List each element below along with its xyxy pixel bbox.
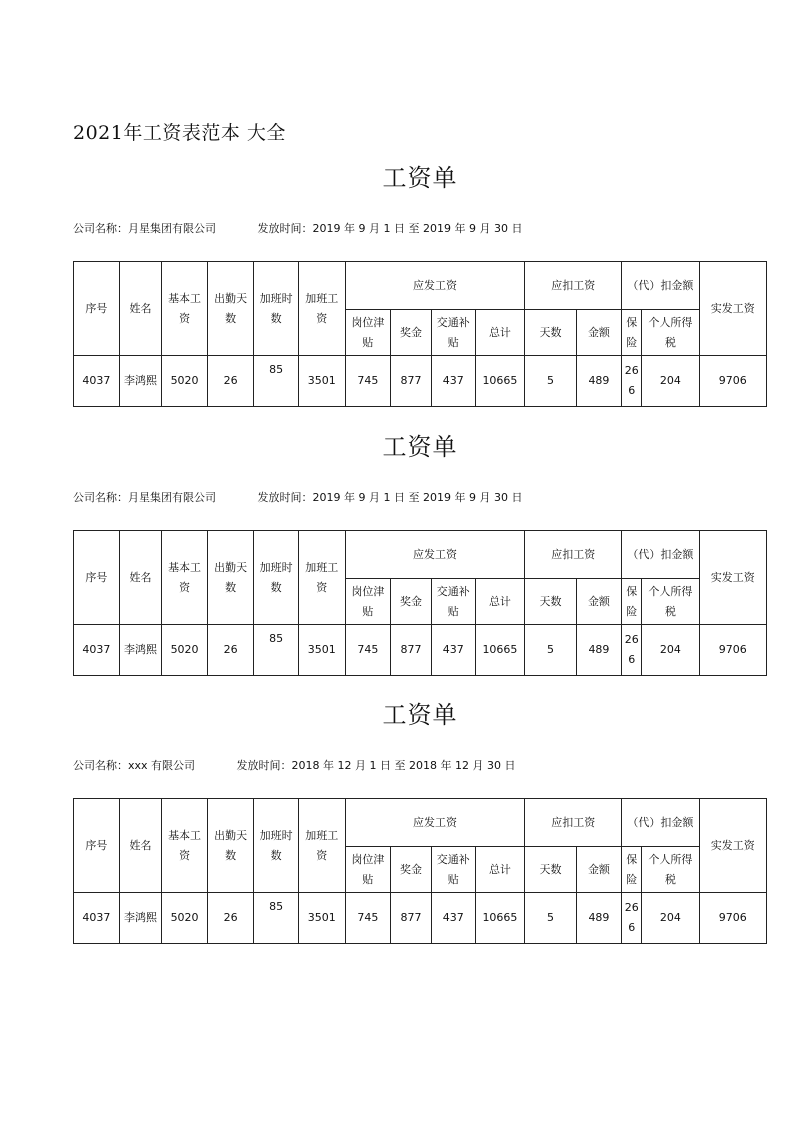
header-post-allowance: 岗位津贴 bbox=[345, 310, 391, 356]
cell-days: 5 bbox=[525, 625, 576, 676]
header-withheld-group: （代）扣金额 bbox=[622, 262, 699, 310]
cell-bonus: 877 bbox=[391, 356, 432, 407]
cell-base: 5020 bbox=[162, 893, 208, 944]
header-days: 天数 bbox=[525, 847, 576, 893]
payslip-section bbox=[73, 158, 767, 397]
cell-total: 10665 bbox=[475, 893, 525, 944]
header-seq: 序号 bbox=[74, 531, 120, 625]
cell-transport: 437 bbox=[431, 356, 475, 407]
header-row bbox=[74, 262, 767, 310]
cell-base: 5020 bbox=[162, 625, 208, 676]
cell-days: 5 bbox=[525, 893, 576, 944]
period-label: 发放时间： bbox=[257, 491, 313, 504]
cell-net: 9706 bbox=[699, 625, 766, 676]
header-overtime-hours: 加班时数 bbox=[254, 262, 298, 356]
header-bonus: 奖金 bbox=[391, 579, 432, 625]
cell-name: 李鸿熙 bbox=[119, 625, 161, 676]
header-net: 实发工资 bbox=[699, 531, 766, 625]
cell-attendance: 26 bbox=[207, 893, 253, 944]
header-bonus: 奖金 bbox=[391, 847, 432, 893]
header-seq: 序号 bbox=[74, 262, 120, 356]
header-deduct-group: 应扣工资 bbox=[525, 262, 622, 310]
cell-days: 5 bbox=[525, 356, 576, 407]
cell-income-tax: 204 bbox=[642, 356, 699, 407]
company-name: 月星集团有限公司 bbox=[128, 222, 216, 235]
cell-bonus: 877 bbox=[391, 625, 432, 676]
payslip-title: 工资单 bbox=[382, 164, 458, 192]
cell-overtime-pay: 3501 bbox=[298, 625, 345, 676]
header-total: 总计 bbox=[475, 310, 525, 356]
header-overtime-pay: 加班工资 bbox=[298, 531, 345, 625]
table-row bbox=[74, 893, 767, 944]
header-transport: 交通补贴 bbox=[431, 310, 475, 356]
cell-post-allowance: 745 bbox=[345, 356, 391, 407]
header-overtime-pay: 加班工资 bbox=[298, 799, 345, 893]
payslip-meta bbox=[73, 757, 515, 773]
header-base: 基本工资 bbox=[162, 799, 208, 893]
cell-post-allowance: 745 bbox=[345, 893, 391, 944]
header-deduct-group: 应扣工资 bbox=[525, 799, 622, 847]
cell-name: 李鸿熙 bbox=[119, 356, 161, 407]
header-name: 姓名 bbox=[119, 799, 161, 893]
header-transport: 交通补贴 bbox=[431, 579, 475, 625]
company-label: 公司名称： bbox=[73, 759, 128, 772]
header-base: 基本工资 bbox=[162, 531, 208, 625]
header-income-tax: 个人所得税 bbox=[642, 310, 699, 356]
header-payable-group: 应发工资 bbox=[345, 799, 525, 847]
cell-total: 10665 bbox=[475, 625, 525, 676]
cell-overtime-hours: 85 bbox=[254, 625, 298, 676]
header-days: 天数 bbox=[525, 310, 576, 356]
header-payable-group: 应发工资 bbox=[345, 531, 525, 579]
payslip-title: 工资单 bbox=[382, 701, 458, 729]
header-base: 基本工资 bbox=[162, 262, 208, 356]
header-withheld-group: （代）扣金额 bbox=[622, 531, 699, 579]
header-row bbox=[74, 799, 767, 847]
header-deduct-group: 应扣工资 bbox=[525, 531, 622, 579]
payslip-section bbox=[73, 695, 767, 934]
header-name: 姓名 bbox=[119, 262, 161, 356]
cell-net: 9706 bbox=[699, 356, 766, 407]
page-title: 2021年工资表范本 大全 bbox=[73, 122, 286, 144]
payslip-title: 工资单 bbox=[382, 433, 458, 461]
header-overtime-hours: 加班时数 bbox=[254, 531, 298, 625]
period-label: 发放时间： bbox=[257, 222, 313, 235]
cell-attendance: 26 bbox=[207, 356, 253, 407]
header-overtime-pay: 加班工资 bbox=[298, 262, 345, 356]
table-row bbox=[74, 356, 767, 407]
header-attendance: 出勤天数 bbox=[207, 262, 253, 356]
header-insurance: 保险 bbox=[622, 847, 642, 893]
wage-table bbox=[73, 798, 767, 944]
payslip-meta bbox=[73, 220, 522, 236]
cell-overtime-pay: 3501 bbox=[298, 356, 345, 407]
cell-insurance: 266 bbox=[622, 625, 642, 676]
header-net: 实发工资 bbox=[699, 262, 766, 356]
company-name: 月星集团有限公司 bbox=[128, 491, 216, 504]
header-total: 总计 bbox=[475, 847, 525, 893]
cell-income-tax: 204 bbox=[642, 893, 699, 944]
header-payable-group: 应发工资 bbox=[345, 262, 525, 310]
cell-post-allowance: 745 bbox=[345, 625, 391, 676]
header-days: 天数 bbox=[525, 579, 576, 625]
header-overtime-hours: 加班时数 bbox=[254, 799, 298, 893]
header-row bbox=[74, 531, 767, 579]
cell-seq: 4037 bbox=[74, 893, 120, 944]
header-withheld-group: （代）扣金额 bbox=[622, 799, 699, 847]
header-attendance: 出勤天数 bbox=[207, 799, 253, 893]
header-post-allowance: 岗位津贴 bbox=[345, 847, 391, 893]
header-income-tax: 个人所得税 bbox=[642, 847, 699, 893]
table-row bbox=[74, 625, 767, 676]
cell-amount: 489 bbox=[576, 356, 622, 407]
payslip-meta bbox=[73, 489, 522, 505]
cell-seq: 4037 bbox=[74, 625, 120, 676]
header-bonus: 奖金 bbox=[391, 310, 432, 356]
header-seq: 序号 bbox=[74, 799, 120, 893]
header-total: 总计 bbox=[475, 579, 525, 625]
cell-seq: 4037 bbox=[74, 356, 120, 407]
cell-name: 李鸿熙 bbox=[119, 893, 161, 944]
header-amount: 金额 bbox=[576, 847, 622, 893]
cell-transport: 437 bbox=[431, 625, 475, 676]
cell-net: 9706 bbox=[699, 893, 766, 944]
header-insurance: 保险 bbox=[622, 310, 642, 356]
cell-transport: 437 bbox=[431, 893, 475, 944]
header-attendance: 出勤天数 bbox=[207, 531, 253, 625]
cell-insurance: 266 bbox=[622, 356, 642, 407]
cell-overtime-hours: 85 bbox=[254, 356, 298, 407]
company-label: 公司名称： bbox=[73, 222, 128, 235]
cell-bonus: 877 bbox=[391, 893, 432, 944]
header-income-tax: 个人所得税 bbox=[642, 579, 699, 625]
cell-base: 5020 bbox=[162, 356, 208, 407]
payslip-section bbox=[73, 427, 767, 666]
cell-insurance: 266 bbox=[622, 893, 642, 944]
header-amount: 金额 bbox=[576, 579, 622, 625]
cell-amount: 489 bbox=[576, 893, 622, 944]
pay-period: 2019 年 9 月 1 日 至 2019 年 9 月 30 日 bbox=[312, 491, 523, 504]
cell-overtime-hours: 85 bbox=[254, 893, 298, 944]
header-amount: 金额 bbox=[576, 310, 622, 356]
period-label: 发放时间： bbox=[236, 759, 292, 772]
cell-overtime-pay: 3501 bbox=[298, 893, 345, 944]
wage-table bbox=[73, 530, 767, 676]
header-post-allowance: 岗位津贴 bbox=[345, 579, 391, 625]
company-label: 公司名称： bbox=[73, 491, 128, 504]
pay-period: 2018 年 12 月 1 日 至 2018 年 12 月 30 日 bbox=[291, 759, 516, 772]
pay-period: 2019 年 9 月 1 日 至 2019 年 9 月 30 日 bbox=[312, 222, 523, 235]
cell-amount: 489 bbox=[576, 625, 622, 676]
cell-income-tax: 204 bbox=[642, 625, 699, 676]
header-insurance: 保险 bbox=[622, 579, 642, 625]
cell-total: 10665 bbox=[475, 356, 525, 407]
cell-attendance: 26 bbox=[207, 625, 253, 676]
company-name: xxx 有限公司 bbox=[128, 759, 196, 772]
header-net: 实发工资 bbox=[699, 799, 766, 893]
wage-table bbox=[73, 261, 767, 407]
header-name: 姓名 bbox=[119, 531, 161, 625]
header-transport: 交通补贴 bbox=[431, 847, 475, 893]
